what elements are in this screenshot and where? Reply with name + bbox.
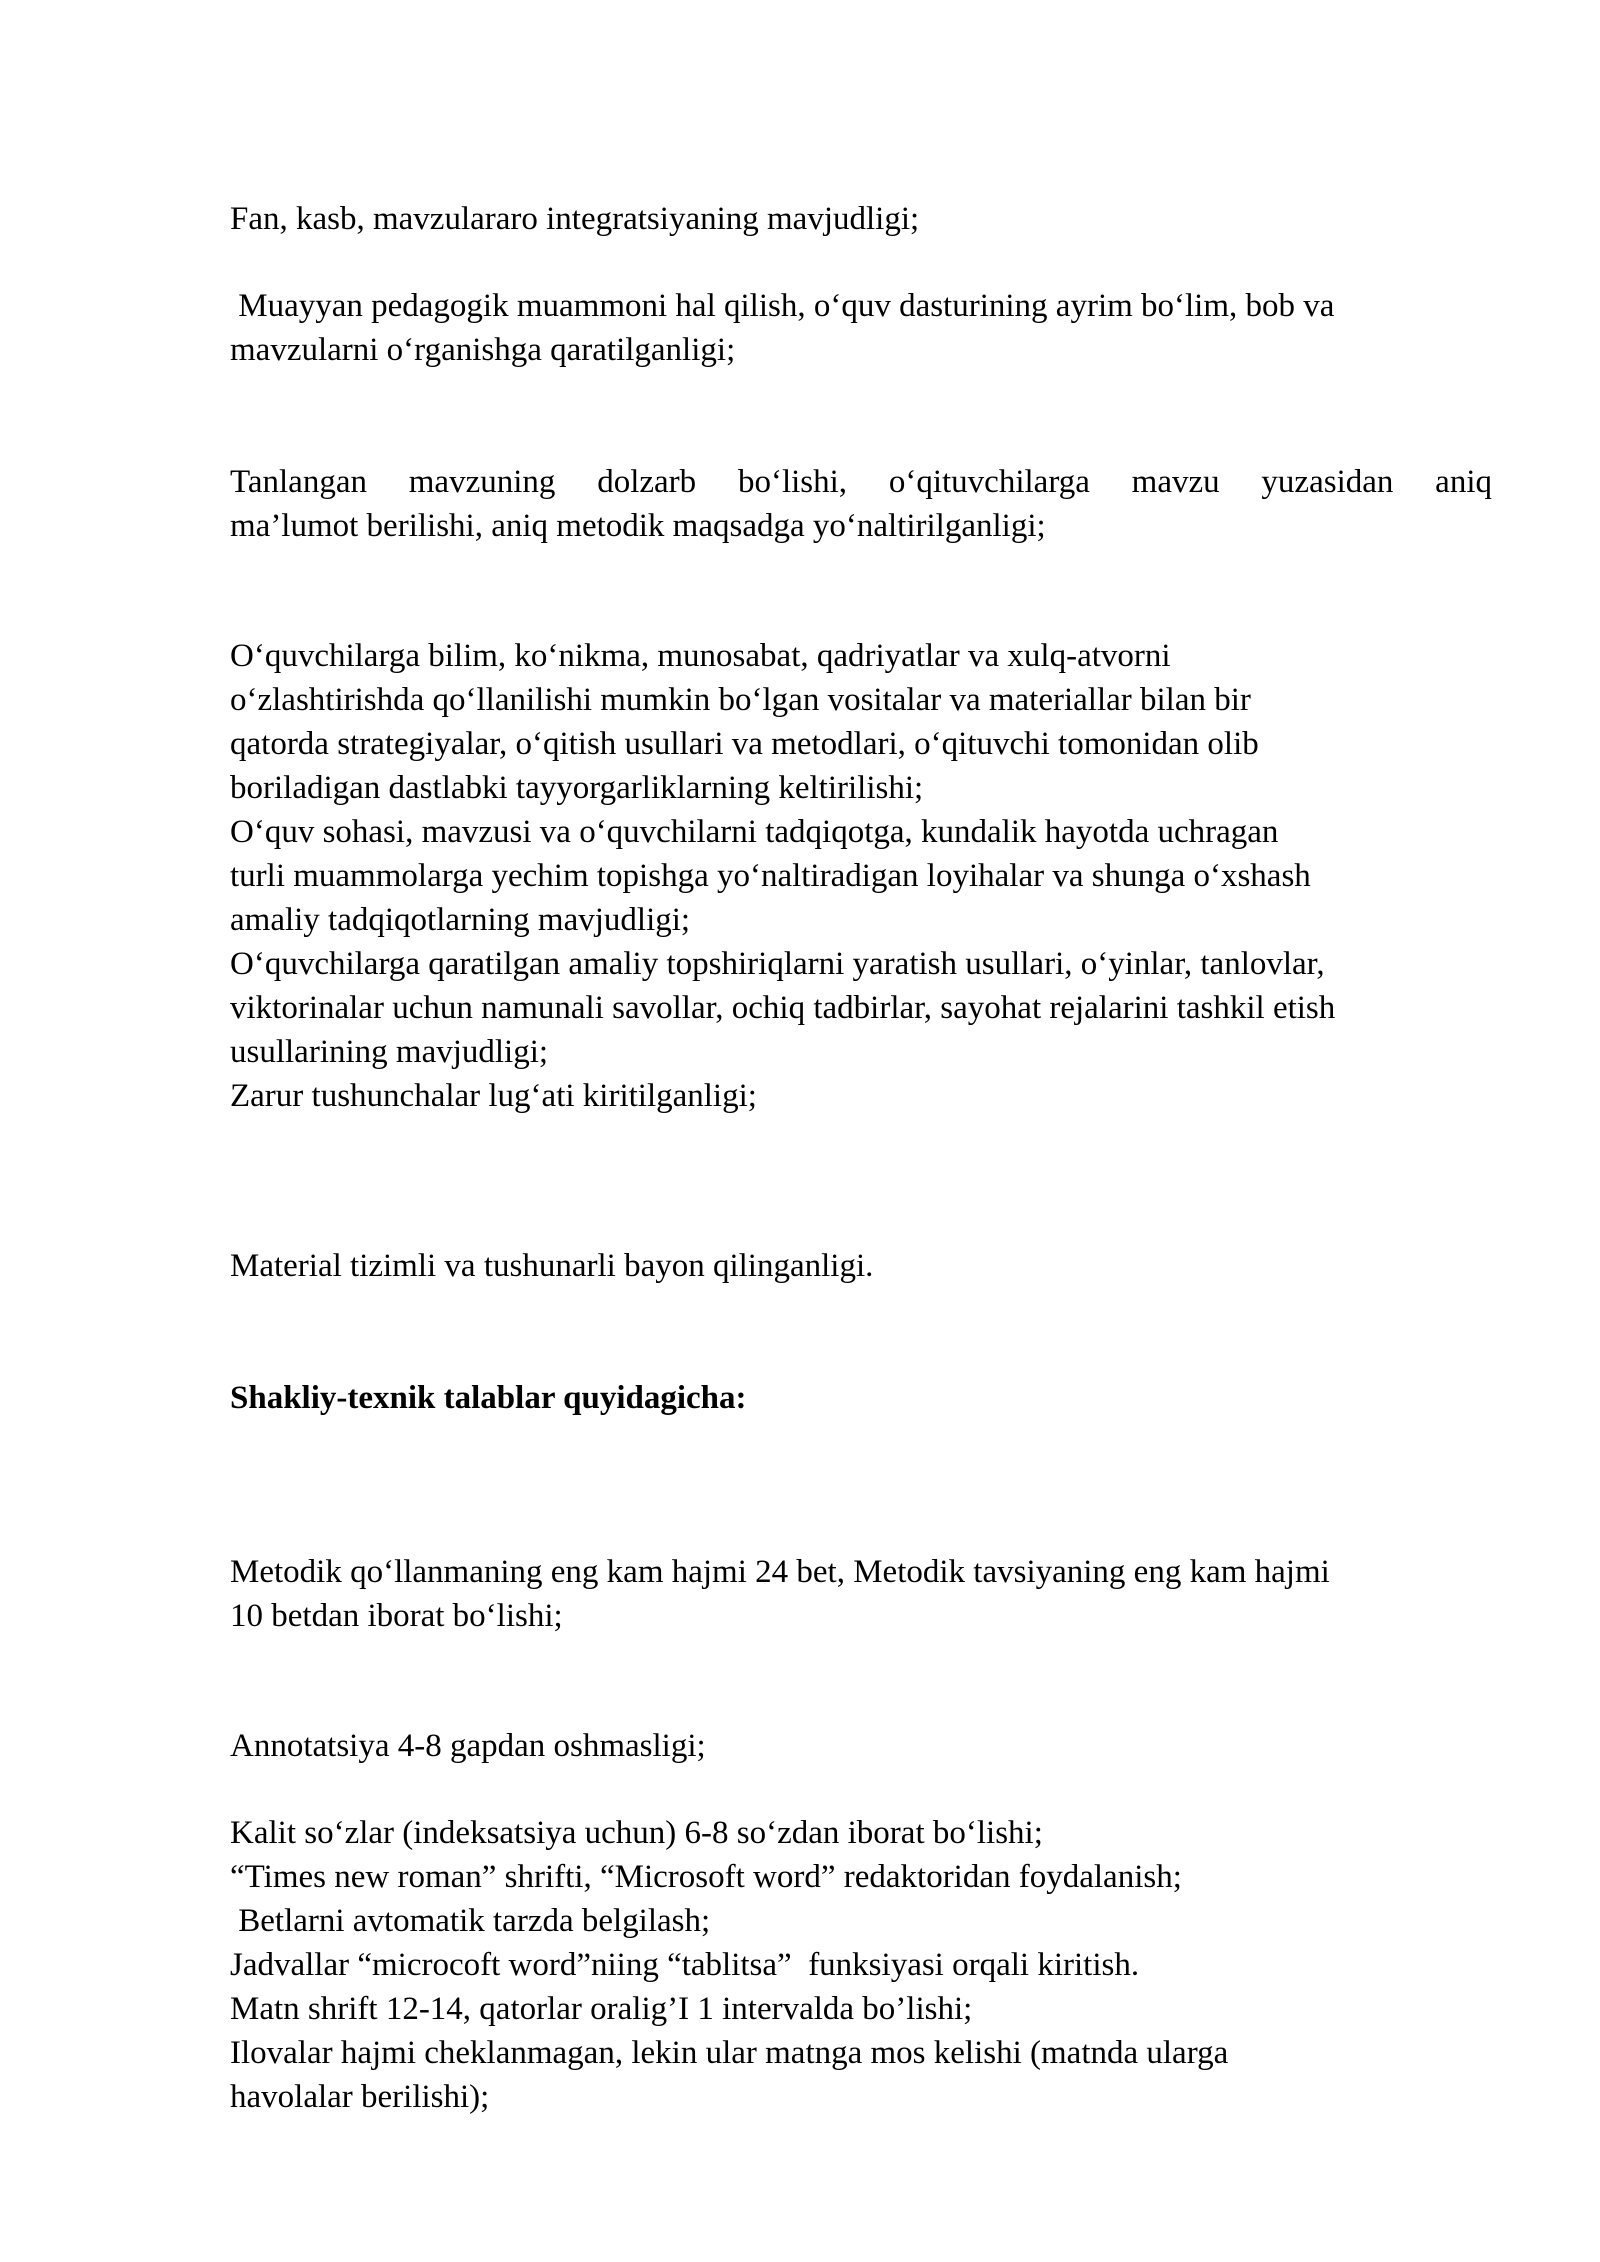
- text-line: amaliy tadqiqotlarning mavjudligi;: [230, 902, 691, 938]
- text-line: qatorda strategiyalar, o‘qitish usullari va metodlari, o‘qituvchi tomonidan olib: [230, 726, 1259, 762]
- text-line: Kalit so‘zlar (indeksatsiya uchun) 6-8 so‘zdan iborat bo‘lishi;: [230, 1815, 1043, 1851]
- text-line: O‘quvchilarga qaratilgan amaliy topshiriqlarni yaratish usullari, o‘yinlar, tanlovlar,: [230, 946, 1325, 982]
- section-heading: Shakliy-texnik talablar quyidagicha:: [230, 1380, 747, 1416]
- text-line: Fan, kasb, mavzulararo integratsiyaning mavjudligi;: [230, 201, 920, 237]
- text-line: turli muammolarga yechim topishga yo‘naltiradigan loyihalar va shunga o‘xshash: [230, 858, 1311, 894]
- text-line: o‘zlashtirishda qo‘llanilishi mumkin bo‘lgan vositalar va materiallar bilan bir: [230, 682, 1251, 718]
- text-line: Ilovalar hajmi cheklanmagan, lekin ular matnga mos kelishi (matnda ularga: [230, 2035, 1229, 2071]
- text-line: Muayyan pedagogik muammoni hal qilish, o‘quv dasturining ayrim bo‘lim, bob va: [230, 288, 1335, 324]
- text-line: viktorinalar uchun namunali savollar, ochiq tadbirlar, sayohat rejalarini tashkil etish: [230, 990, 1336, 1026]
- text-line: Zarur tushunchalar lug‘ati kiritilganligi;: [230, 1078, 757, 1114]
- text-line: ma’lumot berilishi, aniq metodik maqsadga yo‘naltirilganligi;: [230, 508, 1046, 544]
- text-line: Annotatsiya 4-8 gapdan oshmasligi;: [230, 1728, 706, 1764]
- text-line: O‘quvchilarga bilim, ko‘nikma, munosabat, qadriyatlar va xulq-atvorni: [230, 638, 1171, 674]
- text-line: 10 betdan iborat bo‘lishi;: [230, 1598, 563, 1634]
- text-line: Matn shrift 12-14, qatorlar oralig’I 1 intervalda bo’lishi;: [230, 1991, 973, 2027]
- text-line: Material tizimli va tushunarli bayon qilinganligi.: [230, 1248, 874, 1284]
- text-line: boriladigan dastlabki tayyorgarliklarning keltirilishi;: [230, 770, 924, 806]
- text-line: “Times new roman” shrifti, “Microsoft word” redaktoridan foydalanish;: [230, 1859, 1182, 1895]
- text-line: Betlarni avtomatik tarzda belgilash;: [230, 1903, 711, 1939]
- text-line: Tanlangan mavzuning dolzarb bo‘lishi, o‘qituvchilarga mavzu yuzasidan aniq: [230, 464, 1492, 500]
- text-line: O‘quv sohasi, mavzusi va o‘quvchilarni tadqiqotga, kundalik hayotda uchragan: [230, 814, 1279, 850]
- text-line: Jadvallar “microcoft word”niing “tablitsa” funksiyasi orqali kiritish.: [230, 1947, 1140, 1983]
- text-line: usullarining mavjudligi;: [230, 1034, 549, 1070]
- text-line: havolalar berilishi);: [230, 2079, 490, 2115]
- text-line: Metodik qo‘llanmaning eng kam hajmi 24 bet, Metodik tavsiyaning eng kam hajmi: [230, 1554, 1330, 1590]
- text-line: mavzularni o‘rganishga qaratilganligi;: [230, 332, 736, 368]
